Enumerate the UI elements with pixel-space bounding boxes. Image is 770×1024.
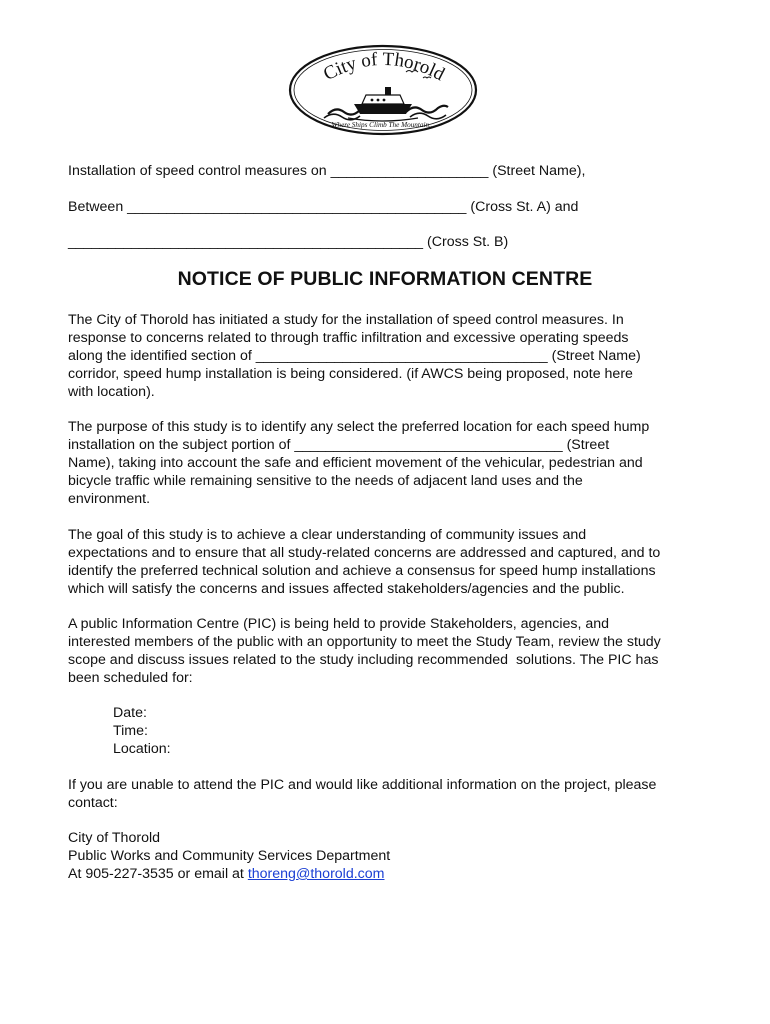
header-line-street: Installation of speed control measures on ____________________ (Street Name), xyxy=(68,163,586,179)
contact-org: City of Thorold xyxy=(68,830,160,846)
logo-tagline: Where Ships Climb The Mountain... xyxy=(331,121,435,129)
paragraph-line: installation on the subject portion of __________________________________ (Street xyxy=(68,437,610,453)
paragraph-line: along the identified section of _____________________________________ (Street Name) xyxy=(68,348,641,364)
paragraph-line: The City of Thorold has initiated a study for the installation of speed control measures. In xyxy=(68,312,624,328)
schedule-date-label: Date: xyxy=(113,705,147,721)
paragraph-line: response to concerns related to through traffic infiltration and excessive operating speeds xyxy=(68,330,629,346)
ship-emblem-icon xyxy=(288,44,478,136)
paragraph-line: which will satisfy the concerns and issues affected stakeholders/agencies and the public. xyxy=(68,581,625,597)
paragraph-line: expectations and to ensure that all study-related concerns are addressed and captured, and to xyxy=(68,545,661,561)
logo-city-name: City of Thorold xyxy=(320,48,448,86)
paragraph-line: scope and discuss issues related to the study including recommended solutions. The PIC has xyxy=(68,652,659,668)
schedule-time-label: Time: xyxy=(113,723,148,739)
paragraph-line: bicycle traffic while remaining sensitive to the needs of adjacent land uses and the xyxy=(68,473,583,489)
paragraph-line: The goal of this study is to achieve a clear understanding of community issues and xyxy=(68,527,587,543)
header-line-cross-a: Between ___________________________________________ (Cross St. A) and xyxy=(68,199,579,215)
paragraph-line: Name), taking into account the safe and efficient movement of the vehicular, pedestrian and xyxy=(68,455,643,471)
header-line-cross-b: _____________________________________________ (Cross St. B) xyxy=(68,234,509,250)
schedule-location-label: Location: xyxy=(113,741,171,757)
paragraph-line: interested members of the public with an opportunity to meet the Study Team, review the study xyxy=(68,634,661,650)
paragraph-line: A public Information Centre (PIC) is being held to provide Stakeholders, agencies, and xyxy=(68,616,610,632)
paragraph-line: environment. xyxy=(68,491,151,507)
contact-email-link[interactable]: thoreng@thorold.com xyxy=(247,866,385,882)
paragraph-line: corridor, speed hump installation is being considered. (if AWCS being proposed, note here xyxy=(68,366,633,382)
paragraph-line: identify the preferred technical solution and achieve a consensus for speed hump installations xyxy=(68,563,656,579)
contact-intro-line: If you are unable to attend the PIC and would like additional information on the project, please xyxy=(68,777,657,793)
paragraph-line: with location). xyxy=(68,384,155,400)
contact-line xyxy=(68,865,384,883)
contact-department: Public Works and Community Services Department xyxy=(68,848,391,864)
contact-intro-line: contact: xyxy=(68,795,118,811)
paragraph-line: The purpose of this study is to identify any select the preferred location for each speed hump xyxy=(68,419,650,435)
paragraph-line: been scheduled for: xyxy=(68,670,193,686)
city-of-thorold-logo xyxy=(288,44,478,136)
contact-phone: At 905-227-3535 or email at xyxy=(68,866,248,882)
notice-title: NOTICE OF PUBLIC INFORMATION CENTRE xyxy=(177,268,593,290)
